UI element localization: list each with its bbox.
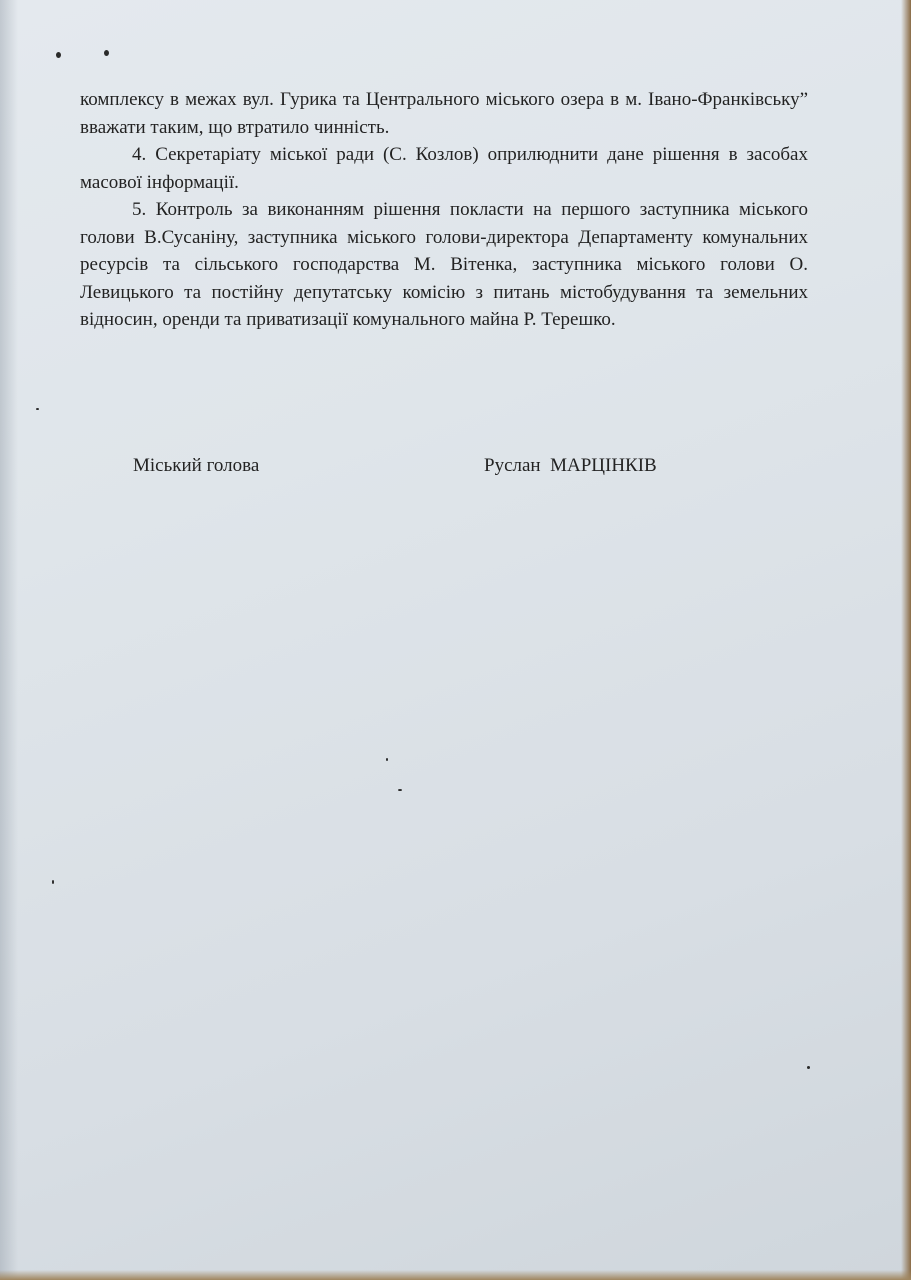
paragraph-continuation: комплексу в межах вул. Гурика та Центрального міського озера в м. Івано-Франківську” вважати таким, що втратило чинність.: [80, 89, 808, 138]
signatory-name: Руслан МАРЦІНКІВ: [484, 455, 657, 476]
paragraph-item-4: 4. Секретаріату міської ради (С. Козлов) оприлюднити дане рішення в засобах масової інформації.: [80, 144, 808, 193]
paper-speck: [56, 52, 61, 58]
paragraph-item-5: 5. Контроль за виконанням рішення покласти на першого заступника міського голови В.Сусаніну, заступника міського голови-директора Департаменту комунальних ресурсів та сільського господарства М. Вітенка, заступника міського голови О. Левицького та постійну депутатську комісію з питань містобудування та земельних відносин, оренди та приватизації комунального майна Р. Терешко.: [80, 199, 808, 330]
paper-speck: [386, 758, 388, 761]
paper-speck: [52, 880, 54, 884]
document-body: [80, 86, 808, 334]
page-shadow-left: [0, 0, 18, 1280]
background-edge-right: [901, 0, 911, 1280]
background-edge-bottom: [0, 1270, 911, 1280]
paper-speck: [104, 50, 109, 56]
paper-speck: [807, 1066, 810, 1069]
signatory-title: Міський голова: [133, 455, 260, 476]
paper-speck: [36, 408, 39, 410]
paper-speck: [398, 789, 402, 791]
